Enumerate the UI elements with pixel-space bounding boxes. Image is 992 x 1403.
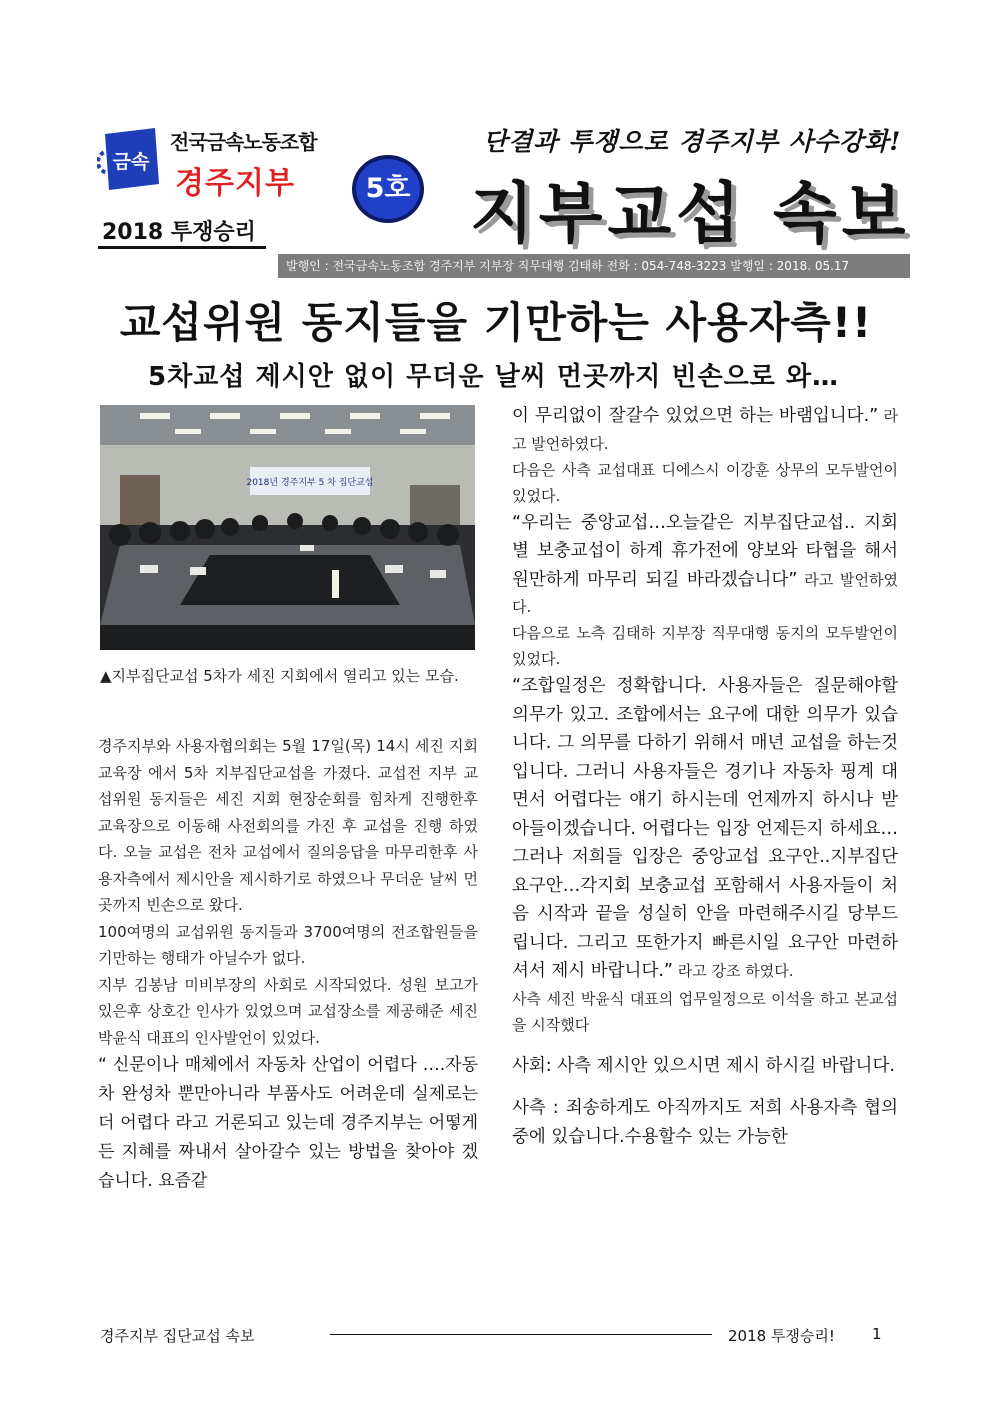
right-quote-1: 이 무리없이 잘갈수 있었으면 하는 바램입니다.” <box>512 406 879 426</box>
issue-badge: 5호 <box>352 155 424 223</box>
right-paragraph-2: 다음은 사측 교섭대표 디에스시 이강훈 상무의 모두발언이 있었다. <box>512 460 898 505</box>
left-paragraph-3: 지부 김봉남 미비부장의 사회로 시작되었다. 성원 보고가 있은후 상호간 인사가 있었으며 교섭장소를 제공해준 세진 박윤식 대표의 인사발언이 있었다. <box>98 975 478 1047</box>
meeting-photo <box>100 405 475 650</box>
right-attribution-1: 라고 발언하였다. <box>512 407 898 453</box>
headline: 교섭위원 동지들을 기만하는 사용자측!! <box>119 298 873 347</box>
footer-title: 경주지부 집단교섭 속보 <box>100 1327 255 1345</box>
branch-name: 경주지부 <box>175 166 295 201</box>
publisher-bar: 발행인 : 전국금속노동조합 경주지부 지부장 직무대행 김태하 전화 : 054-748-3223 발행일 : 2018. 05.17 <box>278 254 910 278</box>
subheadline: 5차교섭 제시안 없이 무더운 날씨 먼곳까지 빈손으로 와… <box>148 362 840 392</box>
photo-caption: ▲지부집단교섭 5차가 세진 지회에서 열리고 있는 모습. <box>100 667 459 685</box>
right-quote-3: “조합일정은 정확합니다. 사용자들은 질문해야할 의무가 있고. 조합에서는 요구에 대한 의무가 있습니다. 그 의무를 다하기 위해서 매년 교섭을 하는것입니다. 그러니 사용자들은 경기나 자동차 핑계 대면서 어렵다는 얘기 하시는데 언제까지 하시나 받아들이겠습니다. 어렵다는 입장 언제든지 하세요…그러나 저희들 입장은 중앙교섭 요구안..지부집단요구안…각지회 보충교섭 포함해서 사용자들이 처음 시작과 끝을 성실히 안을 마련해주시길 당부드립니다. 그리고 또한가지 빠른시일 요구안 마련하셔서 제시 바랍니다.” <box>512 676 898 981</box>
right-attribution-3: 라고 강조 하였다. <box>673 962 794 980</box>
right-paragraph-8: 사측 : 죄송하게도 아직까지도 저희 사용자측 협의중에 있습니다.수용할수 있는 가능한 <box>512 1098 898 1147</box>
header-divider <box>98 246 266 249</box>
left-quote: “ 신문이나 매체에서 자동차 산업이 어렵다 ….자동차 완성차 뿐만아니라 부품사도 어려운데 실제로는 더 어렵다 라고 거론되고 있는데 경주지부는 어떻게든 지혜를 짜내서 살아갈수 있는 방법을 찾아야 겠습니다. 요즘같 <box>98 1055 478 1191</box>
left-paragraph-1: 경주지부와 사용자협의회는 5월 17일(목) 14시 세진 지회 교육장 에서 5차 지부집단교섭을 가졌다. 교섭전 지부 교섭위원 동지들은 세진 지회 현장순회를 힘차게 진행한후 교육장으로 이동해 사전회의를 가진 후 교섭을 진행 하였다. 오늘 교섭은 전차 교섭에서 질의응답을 마무리한후 사용자측에서 제시안을 제시하기로 하였으나 무더운 날씨 먼곳까지 빈손으로 왔다. <box>98 737 478 914</box>
motto-year: 2018 투쟁승리 <box>102 220 256 245</box>
page-number: 1 <box>872 1325 882 1343</box>
right-attribution-2: 라고 발언하였다. <box>512 570 898 616</box>
footer-slogan: 2018 투쟁승리! <box>728 1327 835 1345</box>
union-logo <box>97 124 163 194</box>
left-column <box>98 733 478 1196</box>
photo-banner-text: 2018년 경주지부 5 차 집단교섭 <box>246 478 374 488</box>
logo-text: 금속 <box>112 151 150 173</box>
slogan: 단결과 투쟁으로 경주지부 사수강화! <box>483 127 902 156</box>
right-paragraph-6: 사측 세진 박윤식 대표의 업무일정으로 이석을 하고 본교섭을 시작했다 <box>512 989 898 1034</box>
footer-divider <box>330 1334 712 1335</box>
right-column <box>512 402 898 1151</box>
right-quote-2: “우리는 중앙교섭…오늘같은 지부집단교섭.. 지회별 보충교섭이 하계 휴가전에 양보와 타협을 해서 원만하게 마무리 되길 바라겠습니다” <box>512 512 898 590</box>
right-paragraph-4: 다음으로 노측 김태하 지부장 직무대행 동지의 모두발언이 있었다. <box>512 624 898 668</box>
right-paragraph-7: 사회: 사측 제시안 있으시면 제시 하시길 바랍니다. <box>512 1055 895 1076</box>
masthead-title: 지부교섭 속보 <box>470 175 911 252</box>
left-paragraph-2: 100여명의 교섭위원 동지들과 3700여명의 전조합원들을 기만하는 행태가 아닐수가 없다. <box>98 922 478 967</box>
org-name: 전국금속노동조합 <box>170 130 317 154</box>
